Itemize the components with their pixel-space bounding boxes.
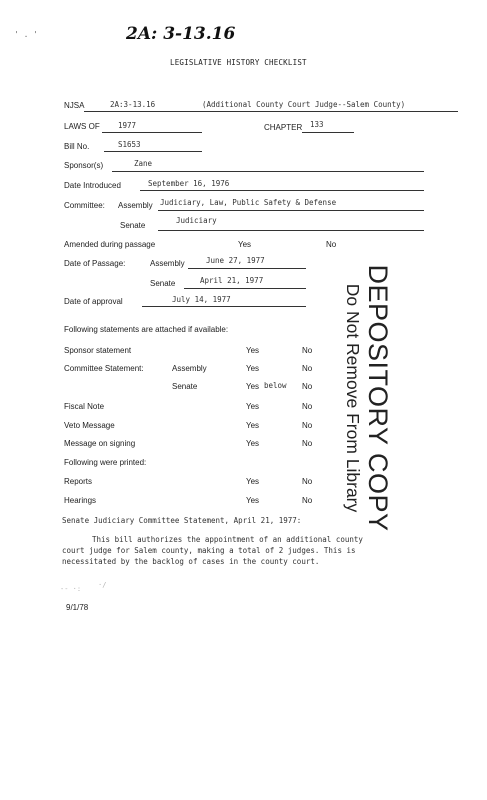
committee-assembly-value: Judiciary, Law, Public Safety & Defense bbox=[160, 198, 337, 207]
chapter-rule bbox=[302, 132, 354, 133]
committee-statement-senate-yes: Yes bbox=[246, 382, 260, 391]
margin-marks: ' . ' bbox=[14, 30, 39, 39]
amended-no: No bbox=[326, 240, 337, 249]
committee-note-heading: Senate Judiciary Committee Statement, April 21, 1977: bbox=[62, 516, 302, 525]
committee-note-line-3: necessitated by the backlog of cases in the county court. bbox=[62, 557, 320, 566]
njsa-note: (Additional County Court Judge--Salem County) bbox=[202, 100, 406, 109]
reports-no: No bbox=[302, 477, 313, 486]
bill-rule bbox=[104, 151, 202, 152]
laws-of-rule bbox=[102, 132, 202, 133]
committee-note-line-1: This bill authorizes the appointment of an additional county bbox=[92, 535, 363, 544]
committee-statement-assembly-no: No bbox=[302, 364, 313, 373]
date-introduced-rule bbox=[140, 190, 424, 191]
date-introduced-label: Date Introduced bbox=[64, 181, 121, 190]
njsa-rule bbox=[84, 111, 458, 112]
signing-message-no: No bbox=[302, 439, 313, 448]
faint-mark-right: ·/ bbox=[98, 581, 107, 589]
amended-label: Amended during passage bbox=[64, 240, 156, 249]
approval-label: Date of approval bbox=[64, 297, 123, 306]
committee-statement-senate-note: below bbox=[264, 381, 287, 390]
laws-of-label: LAWS OF bbox=[64, 122, 100, 131]
committee-assembly-rule bbox=[158, 210, 424, 211]
committee-statement-senate-label: Senate bbox=[172, 382, 198, 391]
faint-mark-left: -- ·: bbox=[60, 585, 82, 593]
passage-assembly-value: June 27, 1977 bbox=[206, 256, 265, 265]
committee-label: Committee: bbox=[64, 201, 105, 210]
passage-senate-value: April 21, 1977 bbox=[200, 276, 264, 285]
statements-heading: Following statements are attached if available: bbox=[64, 325, 229, 334]
bill-value: S1653 bbox=[118, 140, 141, 149]
committee-assembly-label: Assembly bbox=[118, 201, 153, 210]
stamp-line-2: Do Not Remove From Library bbox=[343, 283, 363, 513]
veto-message-yes: Yes bbox=[246, 421, 260, 430]
njsa-label: NJSA bbox=[64, 101, 85, 110]
committee-statement-senate-no: No bbox=[302, 382, 313, 391]
committee-statement-assembly-label: Assembly bbox=[172, 364, 207, 373]
date-introduced-value: September 16, 1976 bbox=[148, 179, 230, 188]
depository-stamp bbox=[340, 258, 392, 538]
fiscal-note-label: Fiscal Note bbox=[64, 402, 105, 411]
handwritten-citation: 2A: 3-13.16 bbox=[126, 24, 236, 44]
hearings-no: No bbox=[302, 496, 313, 505]
passage-assembly-rule bbox=[188, 268, 306, 269]
sponsor-statement-label: Sponsor statement bbox=[64, 346, 132, 355]
signing-message-label: Message on signing bbox=[64, 439, 136, 448]
date-passage-label: Date of Passage: bbox=[64, 259, 126, 268]
passage-assembly-label: Assembly bbox=[150, 259, 185, 268]
committee-statement-assembly-yes: Yes bbox=[246, 364, 260, 373]
sponsor-statement-yes: Yes bbox=[246, 346, 260, 355]
laws-of-value: 1977 bbox=[118, 121, 137, 130]
veto-message-no: No bbox=[302, 421, 313, 430]
reports-label: Reports bbox=[64, 477, 93, 486]
committee-statement-label: Committee Statement: bbox=[64, 364, 144, 373]
committee-senate-value: Judiciary bbox=[176, 216, 217, 225]
amended-yes: Yes bbox=[238, 240, 252, 249]
printed-heading: Following were printed: bbox=[64, 458, 147, 467]
veto-message-label: Veto Message bbox=[64, 421, 115, 430]
reports-yes: Yes bbox=[246, 477, 260, 486]
committee-senate-rule bbox=[158, 230, 424, 231]
chapter-label: CHAPTER bbox=[264, 123, 303, 132]
chapter-value: 133 bbox=[310, 120, 324, 129]
sponsor-rule bbox=[112, 171, 424, 172]
bill-label: Bill No. bbox=[64, 142, 90, 151]
njsa-value: 2A:3-13.16 bbox=[110, 100, 156, 109]
approval-rule bbox=[142, 306, 306, 307]
hearings-yes: Yes bbox=[246, 496, 260, 505]
hearings-label: Hearings bbox=[64, 496, 97, 505]
document-title: LEGISLATIVE HISTORY CHECKLIST bbox=[170, 58, 307, 67]
stamp-line-1: DEPOSITORY COPY bbox=[363, 264, 393, 532]
passage-senate-label: Senate bbox=[150, 279, 176, 288]
approval-value: July 14, 1977 bbox=[172, 295, 231, 304]
committee-senate-label: Senate bbox=[120, 221, 146, 230]
passage-senate-rule bbox=[184, 288, 306, 289]
committee-note-line-2: court judge for Salem county, making a total of 2 judges. This is bbox=[62, 546, 356, 555]
sponsor-label: Sponsor(s) bbox=[64, 161, 104, 170]
sponsor-value: Zane bbox=[134, 159, 153, 168]
sponsor-statement-no: No bbox=[302, 346, 313, 355]
fiscal-note-no: No bbox=[302, 402, 313, 411]
fiscal-note-yes: Yes bbox=[246, 402, 260, 411]
footer-date: 9/1/78 bbox=[66, 603, 89, 612]
signing-message-yes: Yes bbox=[246, 439, 260, 448]
